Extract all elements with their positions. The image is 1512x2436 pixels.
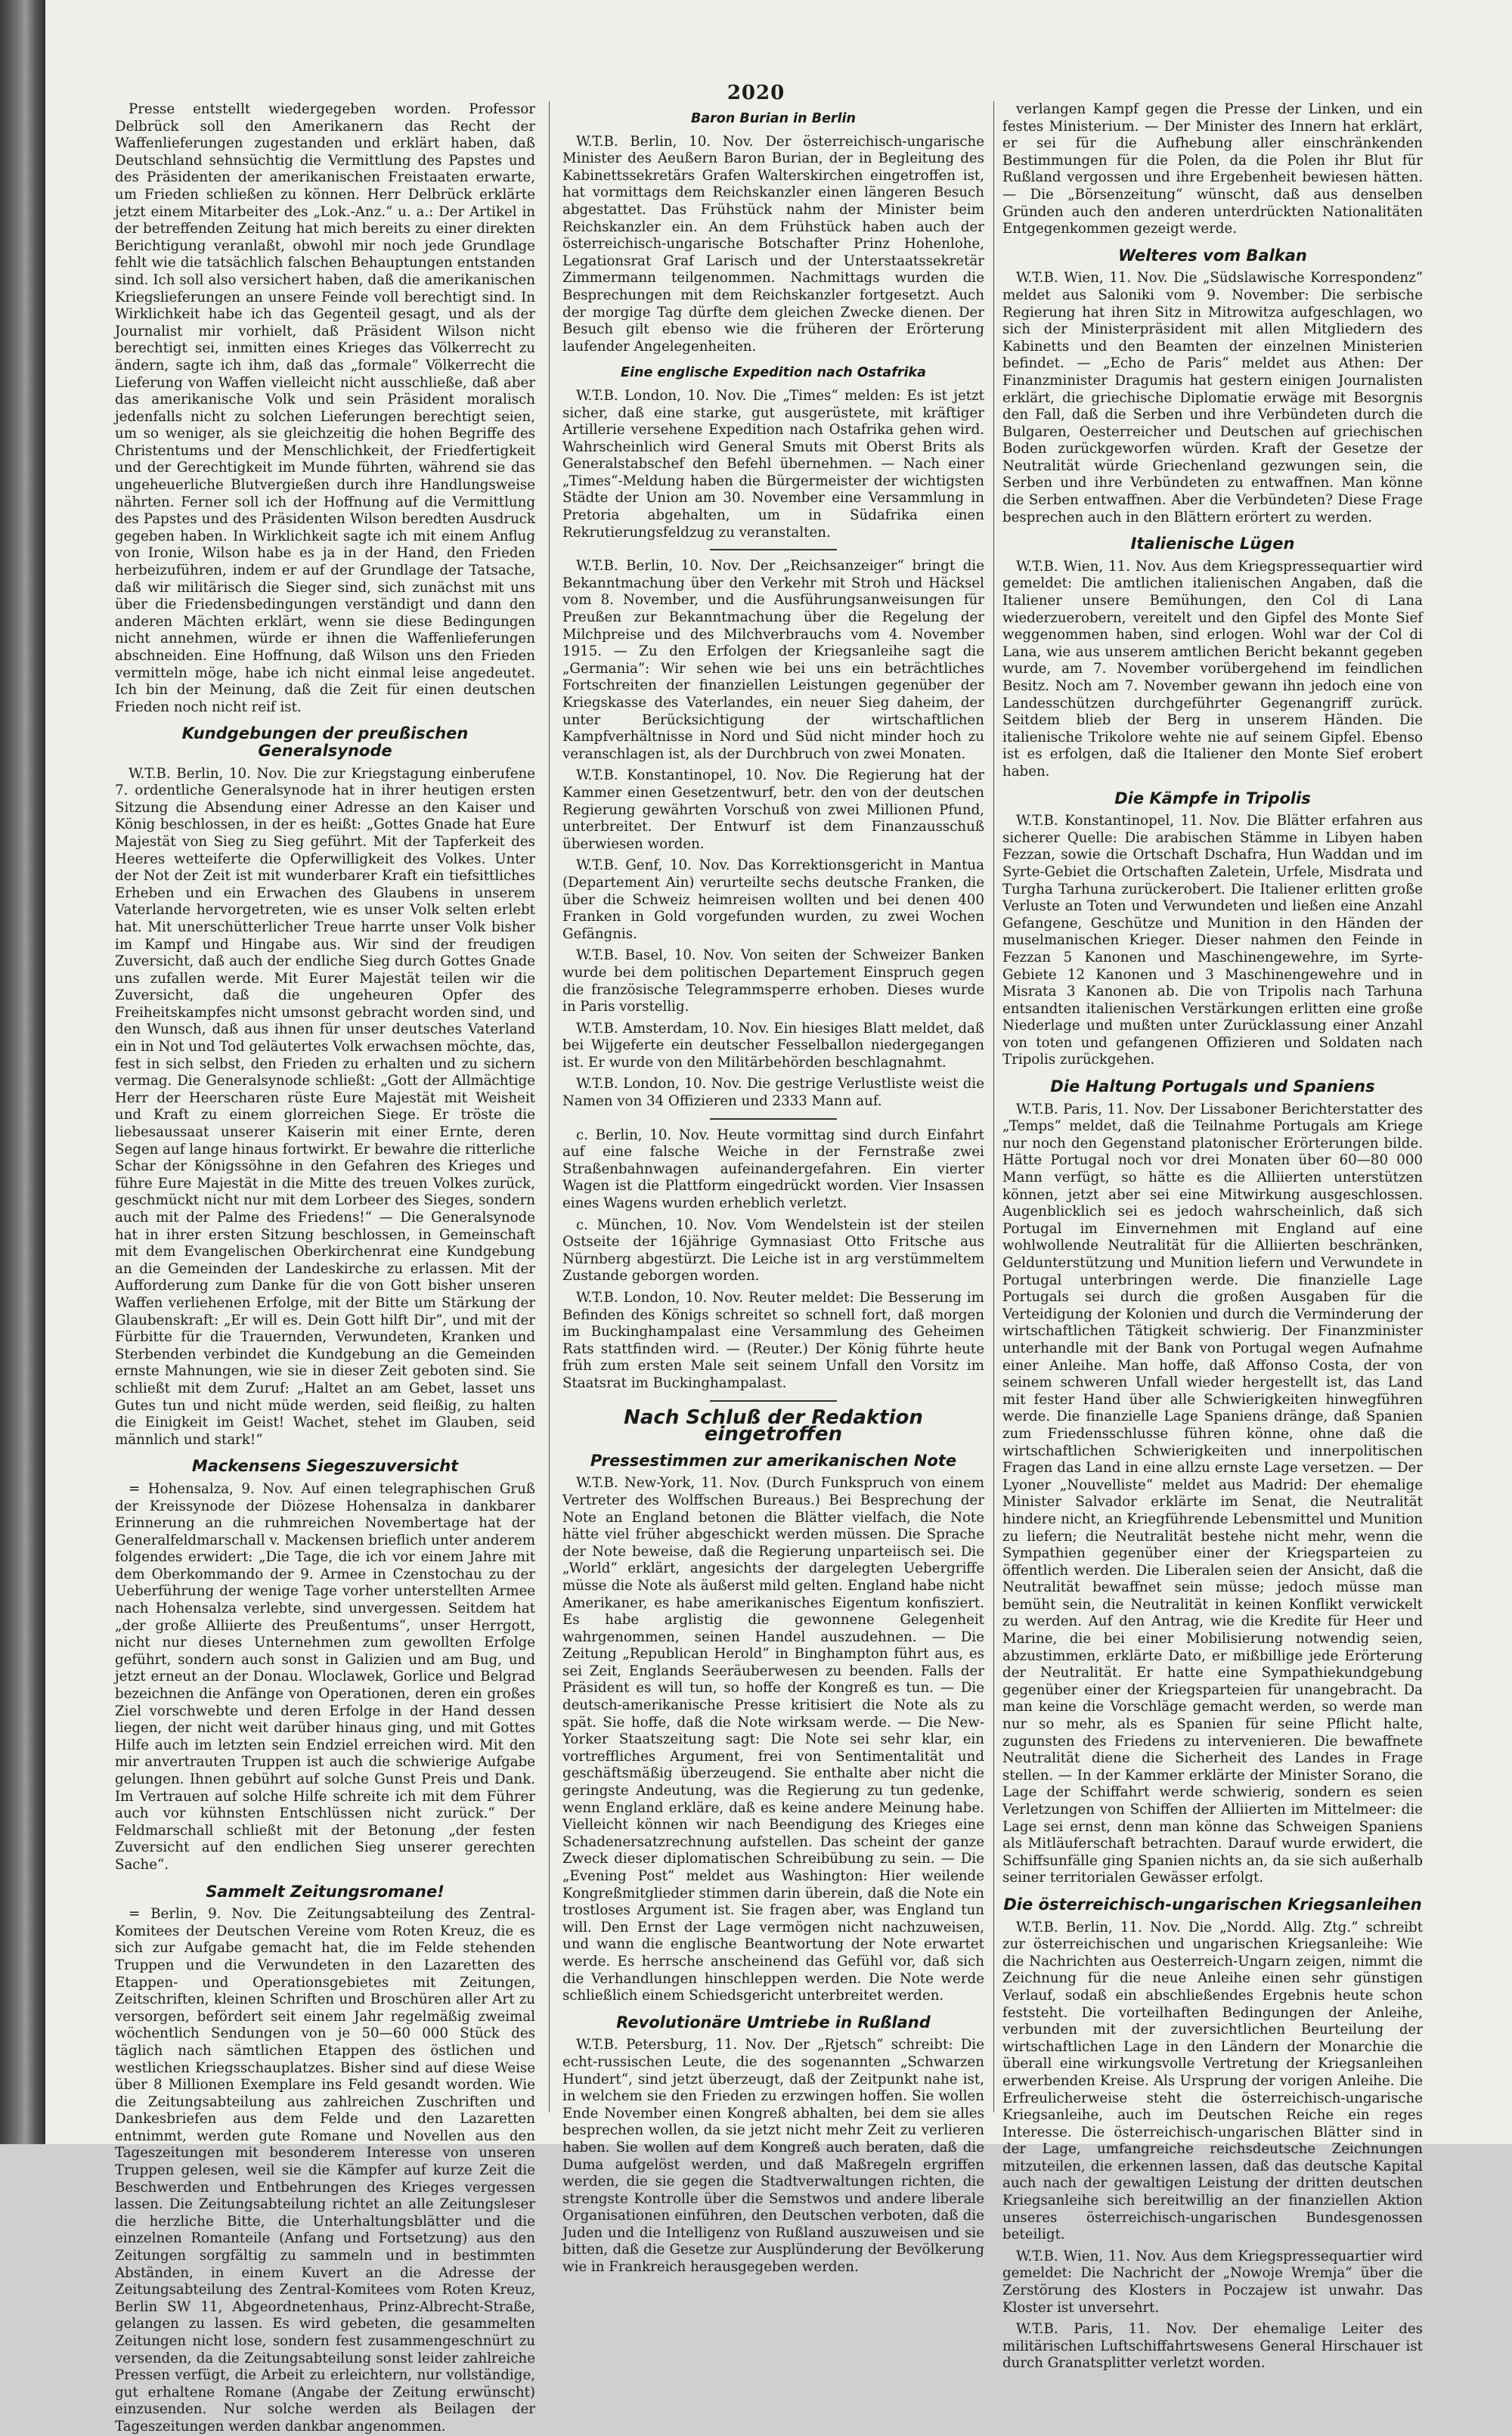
- article-headline: Revolutionäre Umtriebe in Rußland: [616, 2013, 931, 2032]
- column-3: [1002, 101, 1423, 2372]
- article-paragraph: W.T.B. Wien, 11. Nov. Die „Südslawische Korrespondenz“ meldet aus Saloniki vom 9. November: Die serbische Regierung hat ihren Sitz in Mitrowitza aufgeschlagen, wo sich der Ministerpräsident mit allen Mitgliedern des Kabinetts und den Beamten der einzelnen Ministerien befindet. — „Echo de Paris“ meldet aus Athen: Der Finanzminister Dragumis hat gestern einigen Journalisten erklärt, die griechische Diplomatie erwäge mit Besorgnis den Fall, daß die Serben und ihre Verbündeten durch die Bulgaren, Oesterreicher und Deutschen auf griechischen Boden zurückgeworfen würden. Kraft der Gesetze der Neutralität würde Griechenland gezwungen sein, die Serben und ihre Verbündeten zu entwaffnen. Man könne die Serben entwaffnen. Aber die Verbündeten? Diese Frage besprechen auch in den Blättern erörtert zu werden.: [1002, 270, 1423, 525]
- article-headline: Die österreichisch-ungarischen Kriegsanleihen: [1003, 1895, 1422, 1914]
- article-paragraph: W.T.B. Basel, 10. Nov. Von seiten der Schweizer Banken wurde bei dem politischen Departement Einspruch gegen die französische Telegrammsperre erhoben. Dieses wurde in Paris vorstellig.: [562, 947, 984, 1015]
- column-rule: [993, 101, 994, 2112]
- article-paragraph: W.T.B. London, 10. Nov. Die „Times“ melden: Es ist jetzt sicher, daß eine starke, gut ausgerüstete, mit kräftiger Artillerie versehene Expedition nach Ostafrika gehen wird. Wahrscheinlich wird General Smuts mit Oberst Brits als Generalstabschef den Befehl übernehmen. — Nach einer „Times“-Meldung haben die Bürgermeister der wichtigsten Städte der Union am 30. November eine Versammlung in Pretoria abgehalten, um in Südafrika einen Rekrutierungsfeldzug zu veranstalten.: [562, 387, 984, 541]
- article-paragraph: = Hohensalza, 9. Nov. Auf einen telegraphischen Gruß der Kreissynode der Diözese Hohensalza in dankbarer Erinnerung an die ruhmreichen Novembertage hat der Generalfeldmarschall v. Mackensen brieflich unter anderem folgendes erwidert: „Die Tage, die ich vor einem Jahre mit dem Oberkommando der 9. Armee in Czenstochau zu der Ueberführung der wenige Tage vorher unterstellten Armee nach Hohensalza verlebte, sind unvergessen. Seitdem hat „der große Alliierte des Preußentums“, unser Herrgott, nicht nur dieses Unternehmen zum gewollten Erfolge geführt, sondern auch sonst in Galizien und am Bug, und jetzt erneut an der Donau. Wloclawek, Gorlice und Belgrad bezeichnen die Anfänge von Operationen, deren ein großes Ziel vorschwebte und deren Erfolge in der Hand dessen liegen, der nicht weit darüber hinaus ging, und mit Gottes Hilfe auch im letzten sein Endziel erreichen wird. Mit den mir anvertrauten Truppen ist auch die schwierige Aufgabe gelungen. Ihnen gebührt auf solche Gunst Preis und Dank. Im Vertrauen auf solche Hilfe schreite ich mit dem Führer auch vor kühnsten Entschlüssen nicht zurück.“ Der Feldmarschall schließt mit der Betonung „der festen Zuversicht auf den endlichen Sieg unserer gerechten Sache“.: [115, 1480, 535, 1873]
- article-paragraph: W.T.B. Berlin, 10. Nov. Der österreichisch-ungarische Minister des Aeußern Baron Burian, der in Begleitung des Kabinettssekretärs Grafen Walterskirchen eingetroffen ist, hat vormittags dem Reichskanzler einen längeren Besuch abgestattet. Das Frühstück nahm der Minister beim Reichskanzler ein. An dem Frühstück haben auch der österreichisch-ungarische Botschafter Prinz Hohenlohe, Legationsrat Graf Larisch und der Unterstaatssekretär Zimmermann teilgenommen. Nachmittags wurden die Besprechungen mit dem Reichskanzler fortgesetzt. Auch der morgige Tag dürfte dem gleichen Zwecke dienen. Der Besuch gilt ebenso wie die früheren der Erörterung laufender Angelegenheiten.: [562, 133, 984, 355]
- column-2: [562, 101, 984, 2276]
- article-headline: Welteres vom Balkan: [1118, 246, 1307, 265]
- article-paragraph: W.T.B. London, 10. Nov. Reuter meldet: Die Besserung im Befinden des Königs schreitet so schnell fort, daß morgen im Buckinghampalast eine Versammlung des Geheimen Rats stattfinden wird. — (Reuter.) Der König führte heute früh zum ersten Male seit seinem Unfall den Vorsitz im Staatsrat im Buckinghampalast.: [562, 1290, 984, 1391]
- article-paragraph: W.T.B. Paris, 11. Nov. Der Lissaboner Berichterstatter des „Temps“ meldet, daß die Teilnahme Portugals am Kriege nur noch den Gegenstand platonischer Erörterungen bilde. Hätte Portugal noch vor drei Monaten über 60—80 000 Mann verfügt, so hätte es die Alliierten unterstützen können, jetzt aber sei eine Mitwirkung ausgeschlossen. Augenblicklich sei es jedoch wahrscheinlich, daß sich Portugal im Einvernehmen mit England auf eine wohlwollende Neutralität für die Alliierten beschränken, Geldunterstützung und Munition liefern und Verwundete in Portugal unterbringen werde. Die finanzielle Lage Portugals sei durch die großen Ausgaben für die Verteidigung der Kolonien und durch die Verminderung der wirtschaftlichen Tätigkeit schwierig. Der Finanzminister unterhandle mit der Bank von Portugal wegen Aufnahme einer Anleihe. Man hoffe, daß Affonso Costa, der von seinem schweren Unfall wieder hergestellt ist, das Land mit fester Hand über alle Schwierigkeiten hinwegführen werde. Die finanzielle Lage Spaniens dränge, daß Spanien zum Friedensschlusse führen könne, ohne daß die wirtschaftlichen Schwierigkeiten und innerpolitischen Fragen das Land in eine allzu ernste Lage versetzen. — Der Lyoner „Nouvelliste“ meldet aus Madrid: Der ehemalige Minister Salvador erklärte im Senat, die Neutralität hindere nicht, an Kriegführende Lebensmittel und Munition zu liefern; die Neutralität bestehe nicht mehr, wenn die Sympathien gegenüber einer der Kriegsparteien zu öffentlich werden. Die Liberalen seien der Ansicht, daß die Neutralität bewaffnet sein müsse; jedoch müsse man bemüht sein, die Neutralität in keinen Konflikt verwickelt zu werden. Auf den Antrag, wie die Kredite für Heer und Marine, die bei einer Mobilisierung notwendig seien, abzustimmen, erklärte Dato, er mißbillige jede Erörterung der Neutralität. Er hatte eine Sympathiekundgebung gegenüber einer der Kriegsparteien für unangebracht. Da man keine die Vorschläge gemacht werden, so werde man nur so mehr, als es Spanien für seine Pflicht halte, zugunsten des Friedens zu intervenieren. Die bewaffnete Neutralität diene die Sicherheit des Landes in Frage stellen. — In der Kammer erklärte der Minister Sorano, die Lage der Schiffahrt werde schwierig, sondern es seien Verletzungen von Schiffen der Alliierten im Mittelmeer: die Lage sei ernst, denn man könne das Schweigen Spaniens als Mitläuferschaft betrachten. Darauf wurde erwidert, die Schiffsunfälle ging Spanien nichts an, da sie sich außerhalb seiner territorialen Gewässer erfolgt.: [1002, 1101, 1423, 1886]
- article-headline: Kundgebungen der preußischen Generalsynode: [181, 724, 469, 760]
- article-paragraph: c. Berlin, 10. Nov. Heute vormittag sind durch Einfahrt auf eine falsche Weiche in der Fernstraße zwei Straßenbahnwagen aufeinandergefahren. Ein vierter Wagen ist die Plattform eingedrückt worden. Vier Insassen eines Wagens wurden erheblich verletzt.: [562, 1127, 984, 1212]
- article-paragraph: W.T.B. Amsterdam, 10. Nov. Ein hiesiges Blatt meldet, daß bei Wijgeferte ein deutscher Fesselballon niedergegangen ist. Er wurde von den Militärbehörden beschlagnahmt.: [562, 1020, 984, 1071]
- article-paragraph: = Berlin, 9. Nov. Die Zeitungsabteilung des Zentral-Komitees der Deutschen Vereine vom Roten Kreuz, die es sich zur Aufgabe gemacht hat, die im Felde stehenden Truppen und die Verwundeten in den Lazaretten des Etappen- und Operationsgebietes mit Zeitungen, Zeitschriften, kleinen Schriften und Broschüren aller Art zu versorgen, befördert seit einem Jahr regelmäßig zweimal wöchentlich Sendungen von je 50—60 000 Stück des täglich nach sämtlichen Etappen des östlichen und westlichen Kriegsschauplatzes. Bisher sind auf diese Weise über 8 Millionen Exemplare ins Feld gesandt worden. Wie die Zeitungsabteilung aus zahlreichen Zuschriften und Dankesbriefen aus dem Felde und den Lazaretten entnimmt, werden gute Romane und Novellen aus den Tageszeitungen mit besonderem Interesse von unseren Truppen gelesen, weil sie die Kämpfer auf kurze Zeit die Beschwerden und Entbehrungen des Krieges vergessen lassen. Die Zeitungsabteilung richtet an alle Zeitungsleser die herzliche Bitte, die Unterhaltungsblätter und die einzelnen Romanteile (Anfang und Fortsetzung) aus den Zeitungen sorgfältig zu sammeln und in bestimmten Abständen, in einem Kuvert an die Adresse der Zeitungsabteilung des Zentral-Komitees vom Roten Kreuz, Berlin SW 11, Abgeordnetenhaus, Prinz-Albrecht-Straße, gelangen zu lassen. Es wird gebeten, die gesammelten Zeitungen nicht lose, sondern fest zusammengeschnürt zu versenden, da die Zeitungsabteilung sonst leider zahlreiche Pressen verfügt, die Arbeit zu erleichtern, nur vollständige, gut erhaltene Romane (Angabe der Zeitung erwünscht) einzusenden. Nur solche werden als Beilagen der Tageszeitungen werden dankbar angenommen.: [115, 1906, 535, 2434]
- column-rule: [549, 101, 550, 2112]
- section-divider: [710, 1400, 836, 1402]
- article-paragraph: W.T.B. New-York, 11. Nov. (Durch Funkspruch von einem Vertreter des Wolffschen Bureaus.) Bei Besprechung der Note an England betonen die Blätter vielfach, die Note hätte viel früher abgeschickt werden müssen. Die Sprache der Note beweise, daß die Regierung unparteiisch sei. Die „World“ erklärt, angesichts der dargelegten Uebergriffe müsse die Note als äußerst mild gelten. England habe nicht Amerikaner, es habe amerikanisches Eigentum konfisziert. Es habe arglistig die gewonnene Gelegenheit wahrgenommen, seinen Handel auszudehnen. — Die Zeitung „Republican Herold“ in Binghampton führt aus, es sei Zeit, Englands Seeräuberwesen zu beenden. Falls der Präsident es will tun, so hoffe der Kongreß es tun. — Die deutsch-amerikanische Presse kritisiert die Note als zu spät. Sie hoffe, daß die Note wirksam werde. — Die New-Yorker Staatszeitung sagt: Die Note sei sehr klar, ein vortreffliches Argument, frei von Sentimentalität und geschäftsmäßig überzeugend. Sie enthalte aber nicht die geringste Andeutung, was die Regierung zu tun gedenke, wenn England erkläre, daß es keine andere Meinung habe. Vielleicht können wir nach Beendigung des Krieges eine Schadenersatzrechnung aufstellen. Das scheint der ganze Zweck dieser diplomatischen Schreibübung zu sein. — Die „Evening Post“ meldet aus Washington: Hier weilende Kongreßmitglieder stimmen darin überein, daß die Note ein trostloses Argument ist. Sie fragen aber, was England tun will. Den Ernst der Lage vermögen nicht nachzuweisen, und wann die englische Beantwortung der Note erwartet werde. Es herrsche anscheinend das Gefühl vor, daß sich die Verhandlungen hinschleppen werden. Die Note werde schließlich einem Schiedsgericht unterbreitet werden.: [562, 1475, 984, 2004]
- column-1: [115, 101, 535, 2434]
- article-headline: Die Haltung Portugals und Spaniens: [1050, 1077, 1375, 1096]
- article-headline: Mackensens Siegeszuversicht: [191, 1457, 459, 1476]
- article-paragraph: W.T.B. Konstantinopel, 11. Nov. Die Blätter erfahren aus sicherer Quelle: Die arabischen Stämme in Libyen haben Fezzan, sowie die Ortschaft Dschafra, Hun Waddan und im Syrte-Gebiet die Ortschaften Zaletein, Urfele, Misdrata und Turgha Tarhuna zurückerobert. Die Italiener erlitten große Verluste an Toten und Verwundeten und ließen eine Anzahl Gefangene, Geschütze und Munition in den Händen der muselmanischen Krieger. Dieser nahmen den Feinde in Fezzan 5 Kanonen und Maschinengewehre, im Syrte-Gebiete 12 Kanonen und 3 Maschinengewehre und in Misrata 3 Kanonen ab. Die von Tripolis nach Tarhuna entsandten italienischen Verstärkungen erlitten eine große Niederlage und mußten unter Zurücklassung einer Anzahl von toten und gefangenen Offizieren und Soldaten nach Tripolis zurückgehen.: [1002, 813, 1423, 1068]
- article-headline: Italienische Lügen: [1130, 535, 1295, 553]
- article-headline: Die Kämpfe in Tripolis: [1114, 789, 1311, 807]
- article-paragraph: W.T.B. Petersburg, 11. Nov. Der „Rjetsch“ schreibt: Die echt-russischen Leute, die des sogenannten „Schwarzen Hundert“, sind jetzt überzeugt, daß der Zeitpunkt nahe ist, in welchem sie den Frieden zu erzwingen hoffen. Sie wollen Ende November einen Kongreß abhalten, bei dem sie alles besprechen wollen, da sie jetzt nicht mehr Zeit zu verlieren haben. Sie wollen auf dem Kongreß auch beraten, daß die Duma aufgelöst werden, und daß Maßregeln ergriffen werden, die sie gegen die Stadtverwaltungen richten, die strengste Kontrolle über die Semstwos und andere liberale Organisationen einführen, den Deutschen verboten, daß die Juden und die Intelligenz von Rußland auszuweisen und sie bitten, daß die Gesetze zur Ausplünderung der Bevölkerung wie in Frankreich herausgegeben werden.: [562, 2037, 984, 2276]
- article-paragraph: c. München, 10. Nov. Vom Wendelstein ist der steilen Ostseite der 16jährige Gymnasiast Otto Fritsche aus Nürnberg abgestürzt. Die Leiche ist in arg verstümmeltem Zustande geborgen worden.: [562, 1216, 984, 1285]
- article-headline: Eine englische Expedition nach Ostafrika: [621, 365, 926, 381]
- article-paragraph: W.T.B. Genf, 10. Nov. Das Korrektionsgericht in Mantua (Departement Ain) verurteilte sechs deutsche Franken, die über die Schweiz heimreisen wollten und bei denen 400 Franken in Gold vorgefunden wurden, zu zwei Wochen Gefängnis.: [562, 857, 984, 942]
- section-divider: [710, 1118, 836, 1120]
- article-paragraph: W.T.B. Wien, 11. Nov. Aus dem Kriegspressequartier wird gemeldet: Die Nachricht der „Nowoje Wremja“ über die Zerstörung des Klosters in Poczajew ist unwahr. Das Kloster ist unversehrt.: [1002, 2248, 1423, 2316]
- article-paragraph: W.T.B. Konstantinopel, 10. Nov. Die Regierung hat der Kammer einen Gesetzentwurf, betr. den von der deutschen Regierung gewährten Vorschuß von zwei Millionen Pfund, unterbreitet. Der Entwurf ist dem Finanzausschuß überwiesen worden.: [562, 767, 984, 852]
- book-binding: [0, 0, 45, 2144]
- section-headline: Nach Schluß der Redaktion eingetroffen: [624, 1406, 923, 1446]
- article-paragraph: W.T.B. Berlin, 10. Nov. Der „Reichsanzeiger“ bringt die Bekanntmachung über den Verkehr mit Stroh und Häcksel vom 8. November, und die Ausführungsanweisungen für Preußen zur Bekanntmachung über die Regelung der Milchpreise und des Milchverbrauchs vom 4. November 1915. — Zu den Erfolgen der Kriegsanleihe sagt die „Germania“: Wir sehen wie bei uns ein beträchtliches Fortschreiten der finanziellen Leistungen gegenüber der Kriegskasse des Vaterlandes, ein neuer Sieg daheim, der unter Berücksichtigung der wirtschaftlichen Kampfverhältnisse in Nord und Süd nicht minder hoch zu veranschlagen ist, als der Durchbruch von zwei Monaten.: [562, 558, 984, 762]
- article-paragraph: Presse entstellt wiedergegeben worden. Professor Delbrück soll den Amerikanern das Recht der Waffenlieferungen zugestanden und erklärt haben, daß Deutschland sehnsüchtig die Vermittlung des Papstes und des Präsidenten der amerikanischen Freistaaten erwarte, um Frieden schließen zu können. Herr Delbrück erklärte jetzt einem Mitarbeiter des „Lok.-Anz.“ u. a.: Der Artikel in der betreffenden Zeitung hat mich bereits zu einer direkten Berichtigung veranlaßt, obwohl mir noch jede Grundlage fehlt wie die tatsächlich falschen Behauptungen entstanden sind. Ich soll also versichert haben, daß die amerikanischen Kriegslieferungen an unsere Feinde voll berechtigt sind. In Wirklichkeit habe ich das Gegenteil gesagt, und als der Journalist mir vorhielt, daß Präsident Wilson nicht berechtigt sei, inmitten eines Krieges das Völkerrecht zu ändern, sagte ich ihm, daß das „formale“ Völkerrecht die Lieferung von Waffen vielleicht nicht ausschließe, daß aber das amerikanische Volk und sein Präsident moralisch jedenfalls nicht zu solchen Lieferungen berechtigt seien, um so weniger, als sie gleichzeitig die hohen Begriffe des Christentums und der Menschlichkeit, der Friedfertigkeit und der Gerechtigkeit im Munde führten, während sie das ungeheuerliche Blutvergießen durch ihre Handlungsweise nährten. Ferner soll ich der Hoffnung auf die Vermittlung des Papstes und des Präsidenten Wilson beredten Ausdruck gegeben haben. In Wirklichkeit sagte ich mit einem Anflug von Ironie, Wilson habe es ja in der Hand, den Frieden herbeizuführen, indem er auf der Grundlage der Tatsache, daß wir militärisch die Sieger sind, sich zunächst mit uns über die Friedensbedingungen verständigt und dann den anderen Mächten erklärt, wenn sie diese Bedingungen nicht annehmen, würde er ihnen die Waffenlieferungen abschneiden. Eine Hoffnung, daß Wilson uns den Frieden vermitteln möge, habe ich nicht einmal leise angedeutet. Ich bin der Meinung, daß die Zeit für einen deutschen Frieden noch nicht reif ist.: [115, 101, 535, 715]
- article-headline: Baron Burian in Berlin: [691, 111, 856, 126]
- article-paragraph: W.T.B. London, 10. Nov. Die gestrige Verlustliste weist die Namen von 34 Offizieren und 2333 Mann auf.: [562, 1076, 984, 1110]
- article-paragraph: W.T.B. Paris, 11. Nov. Der ehemalige Leiter des militärischen Luftschiffahrtswesens General Hirschauer ist durch Granatsplitter verletzt worden.: [1002, 2321, 1423, 2372]
- page-number: 2020: [727, 82, 785, 104]
- article-paragraph: W.T.B. Berlin, 11. Nov. Die „Nordd. Allg. Ztg.“ schreibt zur österreichischen und ungarischen Kriegsanleihe: Wie die Nachrichten aus Oesterreich-Ungarn zeigen, nimmt die Zeichnung für die neue Anleihe einen sehr günstigen Verlauf, sodaß ein abschließendes Ergebnis heute schon feststeht. Die vorteilhaften Bedingungen der Anleihe, verbunden mit der zuversichtlichen Beurteilung der wirtschaftlichen Lage in den Ländern der Monarchie die überall eine wirkungsvolle Vertretung der Kriegsanleihen erwerbenden Kreise. Als Ursprung der vorigen Anleihe. Die Erfreulicherweise steht die österreichisch-ungarische Kriegsanleihe, auch im Deutschen Reiche ein reges Interesse. Die österreichisch-ungarischen Blätter sind in der Lage, umfangreiche reichsdeutsche Zeichnungen mitzuteilen, die erkennen lassen, daß das deutsche Kapital auch nach der gewaltigen Leistung der dritten deutschen Kriegsanleihe sich bereitwillig an der finanziellen Aktion unseres österreichisch-ungarischen Bundesgenossen beteiligt.: [1002, 1919, 1423, 2243]
- article-headline: Pressestimmen zur amerikanischen Note: [590, 1451, 957, 1470]
- section-divider: [710, 549, 836, 550]
- article-headline: Sammelt Zeitungsromane!: [206, 1882, 445, 1901]
- article-paragraph: verlangen Kampf gegen die Presse der Linken, und ein festes Ministerium. — Der Minister des Innern hat erklärt, er sei für die Aufhebung aller einschränkenden Bestimmungen für die Polen, da die Polen ihr Blut für Rußland vergossen und ihre Ergebenheit bewiesen hätten. — Die „Börsenzeitung“ wünscht, daß aus denselben Gründen auch den anderen unterdrückten Nationalitäten Entgegenkommen gezeigt werde.: [1002, 101, 1423, 237]
- article-paragraph: W.T.B. Berlin, 10. Nov. Die zur Kriegstagung einberufene 7. ordentliche Generalsynode hat in ihrer heutigen ersten Sitzung die Absendung einer Adresse an den Kaiser und König beschlossen, in der es heißt: „Gottes Gnade hat Eure Majestät von Sieg zu Sieg geführt. Mit der Tapferkeit des Heeres wetteiferte die Opferwilligkeit des Volkes. Unter der Not der Zeit ist mit wunderbarer Kraft ein tiefsittliches Erheben und ein Erwachen des Glaubens in unserem Vaterlande hervorgetreten, wie es unser Volk selten erlebt hat. Mit unerschütterlicher Treue harrte unser Volk bisher im Kampf und Hingabe aus. Wir sind der freudigen Zuversicht, daß auch der endliche Sieg durch Gottes Gnade uns zufallen werde. Mit Eurer Majestät teilen wir die Zuversicht, daß die ungeheuren Opfer des Freiheitskampfes nicht umsonst gebracht worden sind, und den Wunsch, daß aus ihnen für unser deutsches Vaterland ein in Not und Tod geläutertes Volk erwachsen möchte, das, fest in sich selbst, den Frieden zu erhalten und zu sichern vermag. Die Generalsynode schließt: „Gott der Allmächtige Herr der Heerscharen rüste Eure Majestät mit Weisheit und Kraft zu einem glorreichen Siege. Er tröste die liebesaussaat unserer Kaiserin mit einer Ernte, deren Segen auf lange hinaus fortwirkt. Er bewahre die ritterliche Schar der Königssöhne in den Gefahren des Krieges und führe Eure Majestät in die Mitte des treuen Volkes zurück, geschmückt nicht nur mit dem Lorbeer des Sieges, sondern auch mit der Palme des Friedens!“ — Die Generalsynode hat in ihrer ersten Sitzung beschlossen, in Gemeinschaft mit dem Evangelischen Oberkirchenrat eine Kundgebung an die Gemeinden der Landeskirche zu erlassen. Mit der Aufforderung zum Danke für die von Gott bisher unseren Waffen verliehenen Erfolge, mit der Bitte um Stärkung der Glaubenskraft: „Er will es. Dein Gott hilft Dir“, und mit der Fürbitte für die Trauernden, Verwundeten, Kranken und Sterbenden verbindet die Kundgebung an die Gemeinden ernste Mahnungen, wie sie in dieser Zeit geboten sind. Sie schließt mit dem Zuruf: „Haltet an am Gebet, lasset uns Gutes tun und nicht müde werden, seid fleißig, zu halten die Einigkeit im Geist! Wachet, stehet im Glauben, seid männlich und stark!“: [115, 765, 535, 1448]
- article-paragraph: W.T.B. Wien, 11. Nov. Aus dem Kriegspressequartier wird gemeldet: Die amtlichen italienischen Angaben, daß die Italiener unsere Bemühungen, den Col di Lana wiederzuerobern, vereitelt und den Gipfel des Monte Sief weggenommen haben, sind erlogen. Wohl war der Col di Lana, wie aus unserem amtlichen Bericht bekannt gegeben wurde, am 7. November vorübergehend im feindlichen Besitz. Noch am 7. November gewann ihn jedoch eine von Landesschützen durchgeführter Gegenangriff zurück. Seitdem blieb der Berg in unserem Händen. Die italienische Trikolore wehte nie auf seinem Gipfel. Ebenso ist es erfolgen, daß die Italiener den Monte Sief erobert haben.: [1002, 558, 1423, 779]
